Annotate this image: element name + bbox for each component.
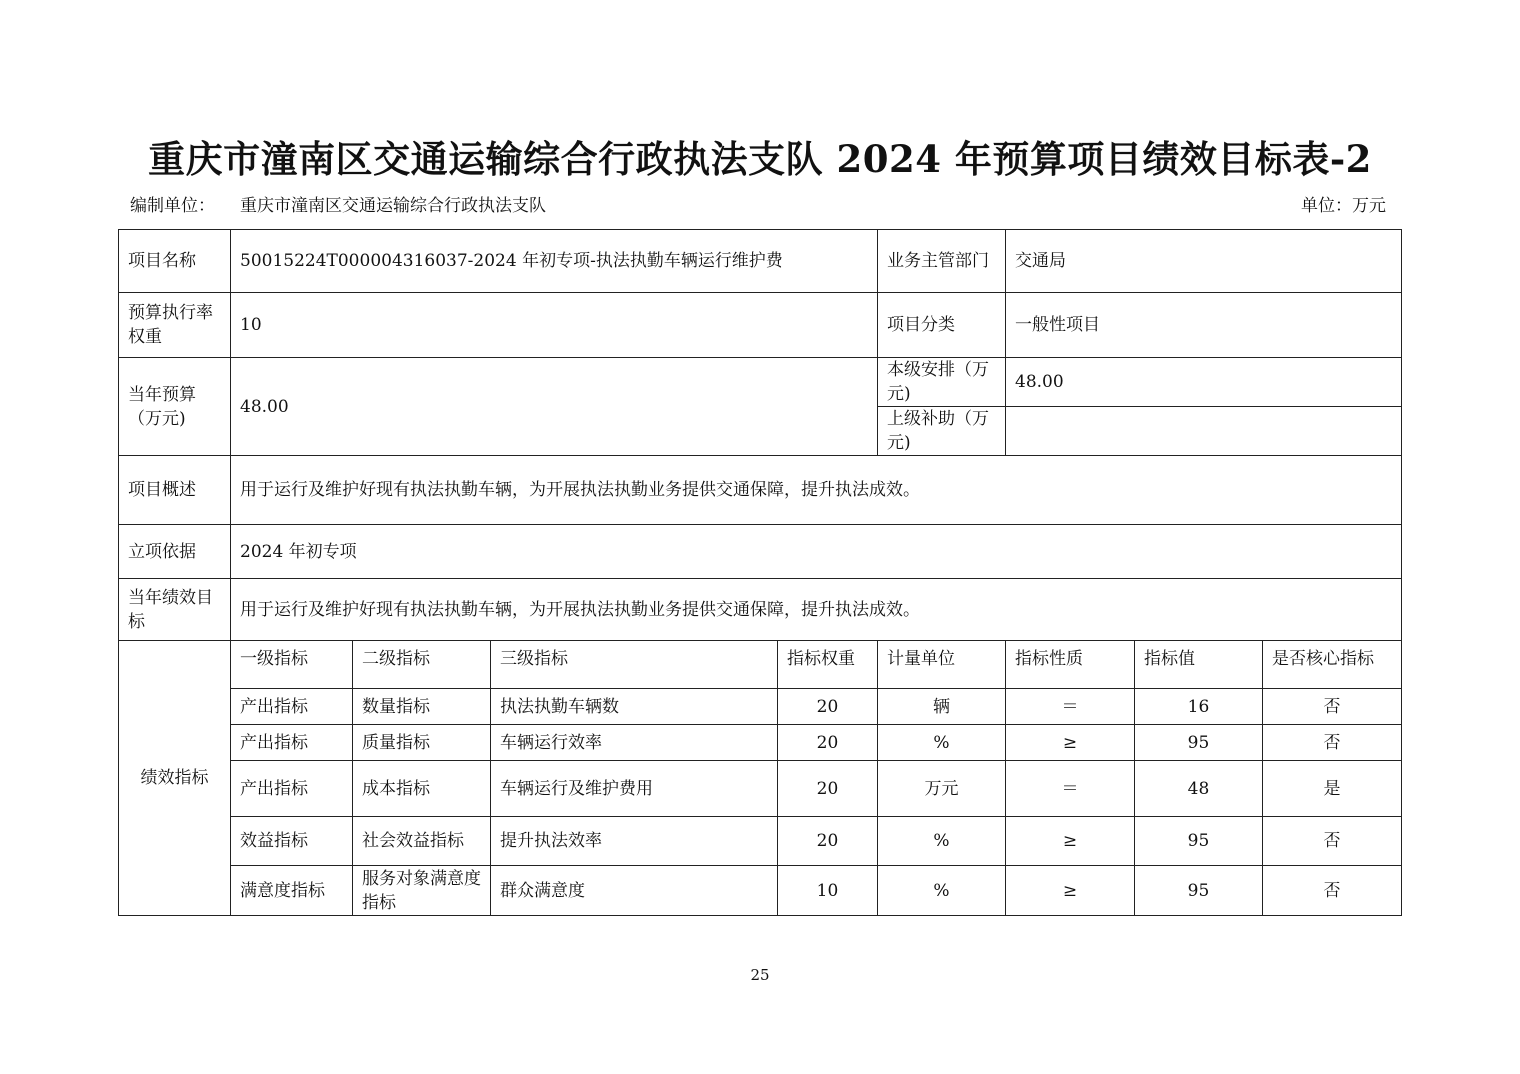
category-value: 一般性项目 xyxy=(1006,293,1402,358)
indicator-unit: % xyxy=(878,866,1006,916)
indicator-value: 16 xyxy=(1135,689,1263,725)
indicator-nature: ≥ xyxy=(1006,725,1135,761)
superior-label: 上级补助（万元) xyxy=(878,407,1006,456)
indicator-header-row xyxy=(119,641,1402,689)
indicator-level1: 满意度指标 xyxy=(231,866,353,916)
weight-label: 预算执行率权重 xyxy=(119,293,231,358)
indicator-core: 否 xyxy=(1263,725,1402,761)
indicator-row xyxy=(119,689,1402,725)
compiling-unit xyxy=(130,194,546,218)
superior-value xyxy=(1006,407,1402,456)
indicator-nature: ≥ xyxy=(1006,866,1135,916)
row-budget-weight xyxy=(119,293,1402,358)
indicator-level1: 产出指标 xyxy=(231,725,353,761)
row-project-name xyxy=(119,230,1402,293)
category-label: 项目分类 xyxy=(878,293,1006,358)
dept-label: 业务主管部门 xyxy=(878,230,1006,293)
indicator-level3: 群众满意度 xyxy=(491,866,778,916)
local-value: 48.00 xyxy=(1006,358,1402,407)
indicator-unit: 万元 xyxy=(878,761,1006,817)
goal-value: 用于运行及维护好现有执法执勤车辆，为开展执法执勤业务提供交通保障，提升执法成效。 xyxy=(231,579,1402,641)
indicator-nature: ＝ xyxy=(1006,689,1135,725)
header-unit: 计量单位 xyxy=(878,641,1006,689)
goal-label: 当年绩效目标 xyxy=(119,579,231,641)
currency-unit: 单位：万元 xyxy=(1301,196,1386,216)
indicator-core: 否 xyxy=(1263,866,1402,916)
header-nature: 指标性质 xyxy=(1006,641,1135,689)
indicator-level2: 质量指标 xyxy=(353,725,491,761)
local-label: 本级安排（万元) xyxy=(878,358,1006,407)
header-weight: 指标权重 xyxy=(778,641,878,689)
project-name-label: 项目名称 xyxy=(119,230,231,293)
summary-label: 项目概述 xyxy=(119,456,231,525)
indicator-row xyxy=(119,761,1402,817)
indicator-value: 95 xyxy=(1135,725,1263,761)
page-number: 25 xyxy=(750,966,770,984)
compiling-unit-value: 重庆市潼南区交通运输综合行政执法支队 xyxy=(240,196,546,216)
indicator-nature: ≥ xyxy=(1006,817,1135,866)
header-level1: 一级指标 xyxy=(231,641,353,689)
indicator-row xyxy=(119,817,1402,866)
indicator-weight: 20 xyxy=(778,689,878,725)
indicator-row xyxy=(119,866,1402,916)
indicator-unit: 辆 xyxy=(878,689,1006,725)
indicator-weight: 20 xyxy=(778,817,878,866)
indicator-unit: % xyxy=(878,817,1006,866)
header-level3: 三级指标 xyxy=(491,641,778,689)
indicator-row xyxy=(119,725,1402,761)
indicator-level3: 执法执勤车辆数 xyxy=(491,689,778,725)
performance-target-table xyxy=(118,229,1402,916)
compiling-unit-label: 编制单位： xyxy=(130,196,215,216)
indicator-level2: 社会效益指标 xyxy=(353,817,491,866)
indicator-level2: 成本指标 xyxy=(353,761,491,817)
indicator-section-label: 绩效指标 xyxy=(119,641,231,916)
indicator-nature: ＝ xyxy=(1006,761,1135,817)
indicator-value: 95 xyxy=(1135,866,1263,916)
indicator-core: 否 xyxy=(1263,817,1402,866)
indicator-level3: 提升执法效率 xyxy=(491,817,778,866)
header-level2: 二级指标 xyxy=(353,641,491,689)
basis-value: 2024 年初专项 xyxy=(231,525,1402,579)
indicator-core: 是 xyxy=(1263,761,1402,817)
indicator-weight: 20 xyxy=(778,725,878,761)
indicator-value: 48 xyxy=(1135,761,1263,817)
budget-value: 48.00 xyxy=(231,358,878,456)
indicator-level2: 服务对象满意度指标 xyxy=(353,866,491,916)
indicator-weight: 10 xyxy=(778,866,878,916)
row-goal xyxy=(119,579,1402,641)
indicator-level3: 车辆运行效率 xyxy=(491,725,778,761)
budget-label: 当年预算（万元) xyxy=(119,358,231,456)
dept-value: 交通局 xyxy=(1006,230,1402,293)
indicator-core: 否 xyxy=(1263,689,1402,725)
weight-value: 10 xyxy=(231,293,878,358)
indicator-level3: 车辆运行及维护费用 xyxy=(491,761,778,817)
indicator-level1: 产出指标 xyxy=(231,761,353,817)
row-budget-local xyxy=(119,358,1402,407)
header-value: 指标值 xyxy=(1135,641,1263,689)
indicator-level1: 效益指标 xyxy=(231,817,353,866)
header-core: 是否核心指标 xyxy=(1263,641,1402,689)
row-basis xyxy=(119,525,1402,579)
page-title: 重庆市潼南区交通运输综合行政执法支队 2024 年预算项目绩效目标表-2 xyxy=(148,137,1372,181)
indicator-level2: 数量指标 xyxy=(353,689,491,725)
summary-value: 用于运行及维护好现有执法执勤车辆，为开展执法执勤业务提供交通保障，提升执法成效。 xyxy=(231,456,1402,525)
indicator-value: 95 xyxy=(1135,817,1263,866)
indicator-unit: % xyxy=(878,725,1006,761)
indicator-level1: 产出指标 xyxy=(231,689,353,725)
project-name-value: 50015224T000004316037-2024 年初专项-执法执勤车辆运行维护费 xyxy=(231,230,878,293)
basis-label: 立项依据 xyxy=(119,525,231,579)
row-summary xyxy=(119,456,1402,525)
indicator-weight: 20 xyxy=(778,761,878,817)
